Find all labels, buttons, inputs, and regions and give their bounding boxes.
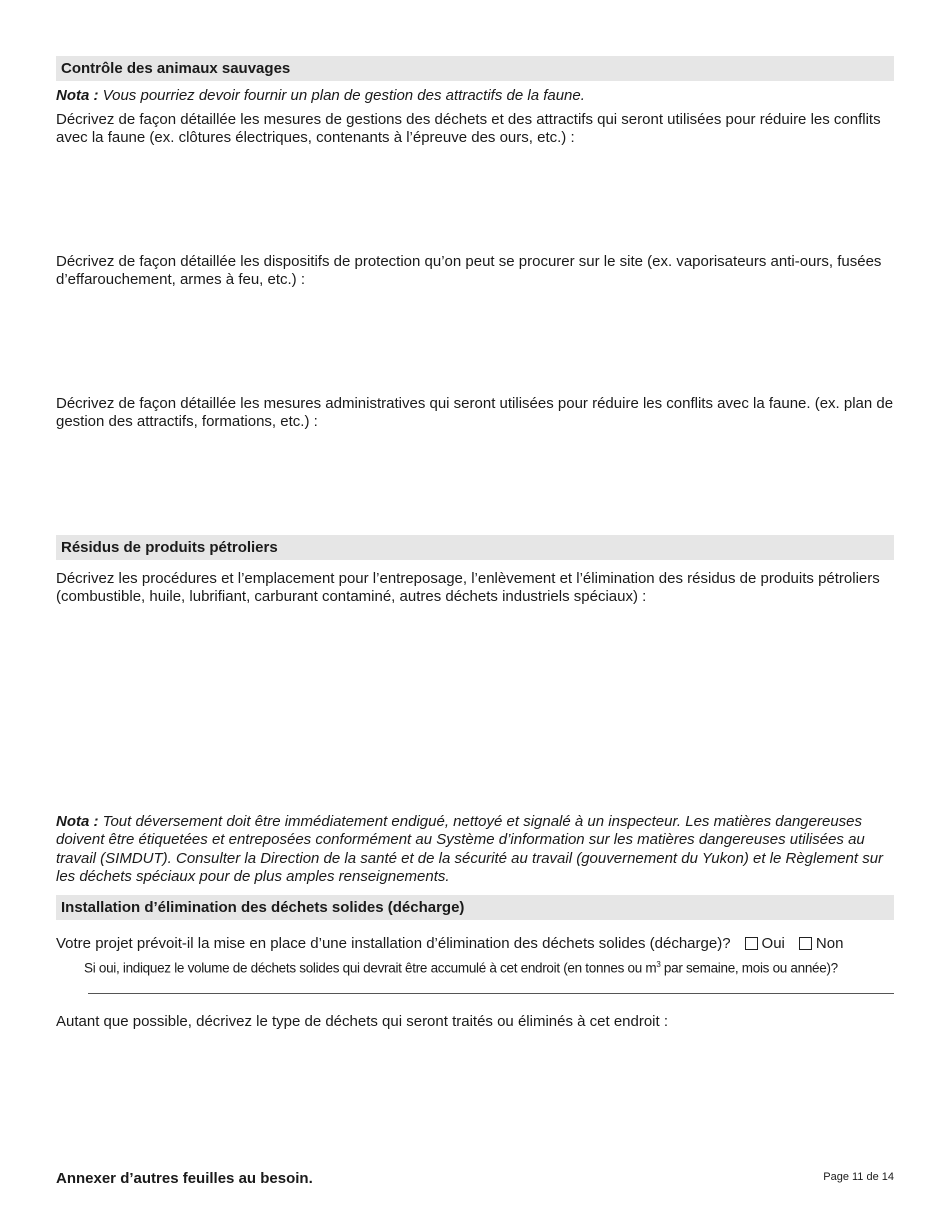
- wildlife-answer-2[interactable]: [56, 290, 894, 395]
- landfill-question-2: Autant que possible, décrivez le type de déchets qui seront traités ou éliminés à cet endroit :: [56, 1013, 669, 1030]
- option-no[interactable]: [799, 935, 844, 953]
- landfill-answer-2[interactable]: [56, 1032, 894, 1132]
- wildlife-answer-1[interactable]: [56, 148, 894, 253]
- nota-text: Tout déversement doit être immédiatement endigué, nettoyé et signalé à un inspecteur. Les matières dangereuses doivent être étiquetées et entreposées conformément au Système d’information sur les matières dangereuses utilisées au travail (SIMDUT). Consulter la Direction de la santé et de la sécurité au travail (gouvernement du Yukon) et le Règlement sur les déchets spéciaux pour de plus amples renseignements.: [56, 812, 884, 885]
- petroleum-question-1: Décrivez les procédures et l’emplacement pour l’entreposage, l’enlèvement et l’élimination des résidus de produits pétroliers (combustible, huile, lubrifiant, carburant contaminé, autres déchets industriels spéciaux) :: [56, 569, 880, 605]
- wildlife-question-1: Décrivez de façon détaillée les mesures de gestions des déchets et des attractifs qui seront utilisées pour réduire les conflits avec la faune (ex. clôtures électriques, contenants à l’épreuve des ours, etc.) :: [56, 110, 881, 146]
- nota-label: Nota :: [56, 87, 99, 104]
- volume-answer-line[interactable]: [88, 993, 894, 994]
- form-page: [56, 56, 894, 1132]
- petroleum-answer-1[interactable]: [56, 607, 894, 813]
- landfill-followup: [84, 960, 894, 976]
- followup-text: Si oui, indiquez le volume de déchets solides qui devrait être accumulé à cet endroit (en tonnes ou m: [84, 960, 657, 975]
- nota-label: Nota :: [56, 812, 99, 830]
- petroleum-nota: [56, 813, 894, 887]
- section-header-petroleum: Résidus de produits pétroliers: [56, 535, 894, 560]
- yes-checkbox[interactable]: [745, 937, 758, 950]
- wildlife-question-2: Décrivez de façon détaillée les dispositifs de protection qu’on peut se procurer sur le site (ex. vaporisateurs anti-ours, fusées d’effarouchement, armes à feu, etc.) :: [56, 252, 882, 288]
- nota-text: Vous pourriez devoir fournir un plan de gestion des attractifs de la faune.: [102, 87, 585, 104]
- yes-label: Oui: [761, 934, 785, 952]
- no-checkbox[interactable]: [799, 937, 812, 950]
- wildlife-nota: [56, 87, 894, 106]
- landfill-question-row: [56, 935, 894, 953]
- wildlife-question-3: Décrivez de façon détaillée les mesures administratives qui seront utilisées pour réduire les conflits avec la faune. (ex. plan de gestion des attractifs, formations, etc.) :: [56, 394, 894, 430]
- section-header-wildlife: Contrôle des animaux sauvages: [56, 56, 894, 81]
- landfill-question: Votre projet prévoit-il la mise en place d’une installation d’élimination des déchets solides (décharge)?: [56, 934, 731, 952]
- page-number: Page 11 de 14: [823, 1171, 894, 1183]
- section-header-landfill: Installation d’élimination des déchets solides (décharge): [56, 895, 894, 920]
- followup-superscript: 3: [656, 959, 661, 969]
- option-yes[interactable]: [745, 935, 785, 953]
- followup-text-end: par semaine, mois ou année)?: [660, 960, 838, 975]
- attach-note: Annexer d’autres feuilles au besoin.: [56, 1170, 313, 1187]
- wildlife-answer-3[interactable]: [56, 432, 894, 535]
- no-label: Non: [815, 934, 844, 952]
